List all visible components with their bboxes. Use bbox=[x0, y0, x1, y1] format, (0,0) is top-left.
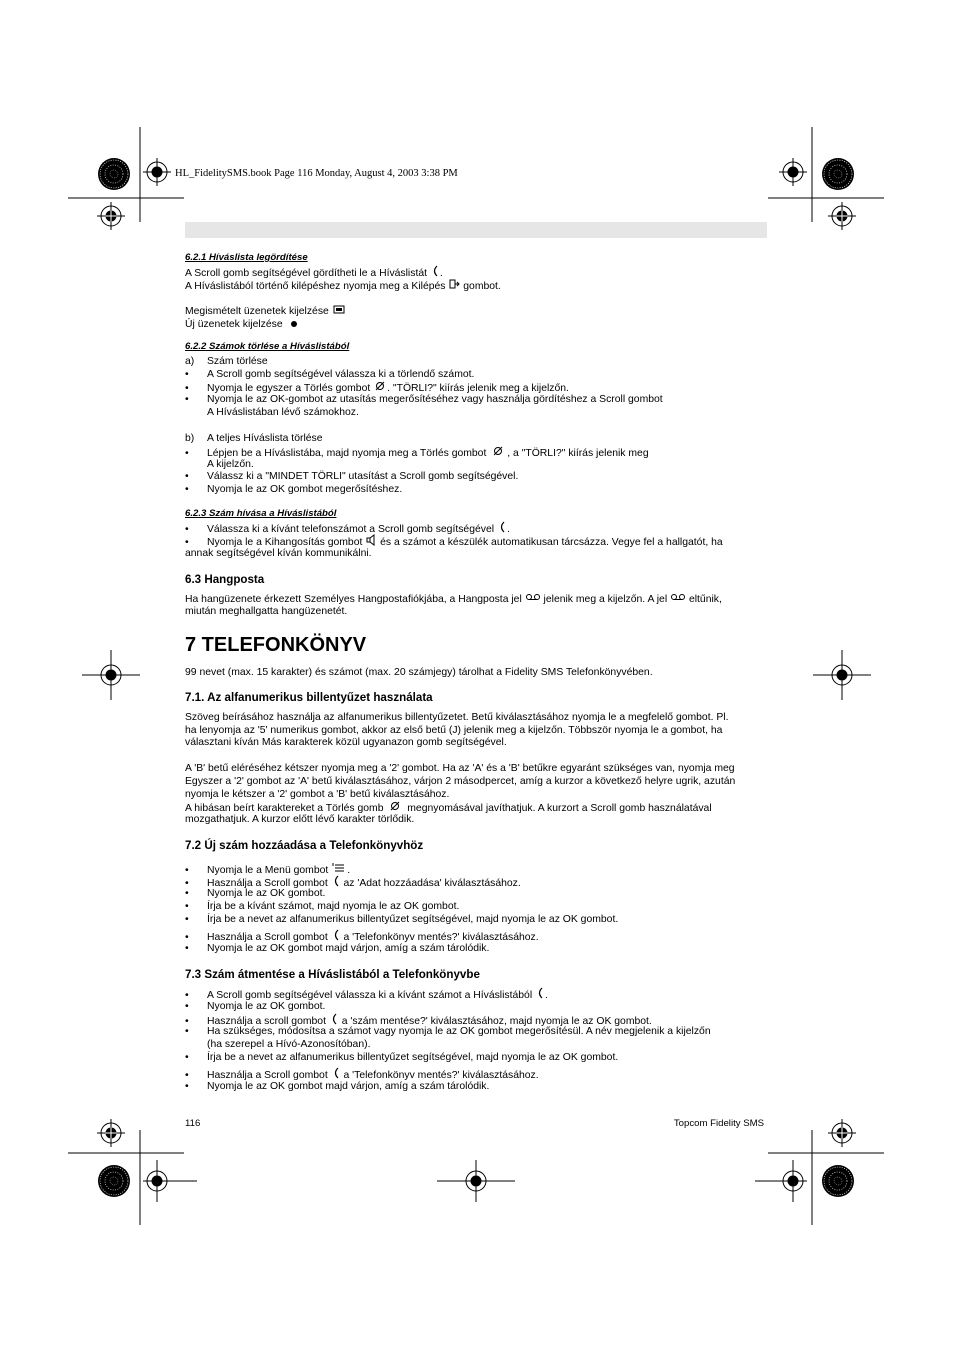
voicemail-icon bbox=[670, 592, 686, 606]
sec622-b: b) A teljes Híváslista törlése bbox=[185, 433, 323, 444]
list-item-continued: (ha szerepel a Hívó-Azonosítóban). bbox=[207, 1039, 371, 1050]
repeat-message-icon bbox=[332, 303, 346, 319]
list-item: • Nyomja le a Menü gombot . bbox=[185, 862, 350, 878]
section-6-2-1-title: 6.2.1 Híváslista legördítése bbox=[185, 252, 308, 263]
paragraph-line: A hibásan beírt karaktereket a Törlés gomb megnyomásával javíthatjuk. A kurzort a Scroll gomb használatával bbox=[185, 800, 712, 816]
sec621-line1: A Scroll gomb segítségével gördítheti le a Híváslistát . bbox=[185, 265, 443, 281]
list-item: • Használja a Scroll gombot az 'Adat hozzáadása' kiválasztásához. bbox=[185, 875, 521, 891]
list-item: • Lépjen be a Híváslistába, majd nyomja meg a Törlés gombot , a "TÖRLI?" kiírás jelenik meg bbox=[185, 445, 649, 461]
list-item-continued: annak segítségével kíván kommunikálni. bbox=[185, 548, 372, 559]
page-number: 116 bbox=[185, 1118, 201, 1129]
list-item: • Használja a Scroll gombot a 'Telefonkönyv mentés?' kiválasztásához. bbox=[185, 929, 539, 945]
list-item: • Írja be a nevet az alfanumerikus billentyűzet segítségével, majd nyomja le az OK gombot. bbox=[185, 1052, 619, 1063]
list-item: • Használja a Scroll gombot a 'Telefonkönyv mentés?' kiválasztásához. bbox=[185, 1067, 539, 1083]
paragraph-line: nyomja le kétszer a '2' gombot a 'B' betű kiválasztásához. bbox=[185, 789, 450, 800]
list-item: • Válassza ki a kívánt telefonszámot a Scroll gomb segítségével . bbox=[185, 521, 510, 537]
header-band bbox=[185, 222, 767, 238]
list-item: • Nyomja le az OK gombot megerősítéshez. bbox=[185, 484, 403, 495]
sec621-repeat: Megismételt üzenetek kijelzése bbox=[185, 303, 346, 319]
new-message-dot-icon bbox=[286, 316, 300, 332]
sec63-p2: miután meghallgatta hangüzenetét. bbox=[185, 606, 348, 617]
footer-product: Topcom Fidelity SMS bbox=[673, 1118, 764, 1129]
list-item: • Használja a scroll gombot a 'szám mentése?' kiválasztásához, majd nyomja le az OK gombot. bbox=[185, 1013, 652, 1029]
paragraph-line: Szöveg beírásához használja az alfanumerikus billentyűzetet. Betű kiválasztásához nyomja le a megfelelő gombot. Pl. bbox=[185, 712, 729, 723]
paragraph-line: Egyszer a '2' gombot az 'A' betű kiválasztásához, várjon 2 másodpercet, amíg a kurzor a következő helyre ugrik, azután bbox=[185, 776, 736, 787]
scroll-icon bbox=[535, 987, 545, 1003]
sec621-line2: A Híváslistából történő kilépéshez nyomja meg a Kilépés gombot. bbox=[185, 278, 501, 294]
list-item-continued: A Híváslistában lévő számokhoz. bbox=[207, 407, 359, 418]
paragraph-line: A 'B' betű eléréséhez kétszer nyomja meg a '2' gombot. Ha az 'A' és a 'B' betűkre egyaránt szükséges van, nyomja meg bbox=[185, 763, 735, 774]
paragraph-line: mozgathatjuk. A kurzor előtt lévő karakter törlődik. bbox=[185, 814, 415, 825]
list-item: • Írja be a kívánt számot, majd nyomja le az OK gombot. bbox=[185, 901, 460, 912]
section-6-2-2-title: 6.2.2 Számok törlése a Híváslistából bbox=[185, 341, 350, 352]
list-item: • Nyomja le az OK gombot majd várjon, amíg a szám tárolódik. bbox=[185, 1081, 490, 1092]
list-item: • Nyomja le az OK gombot. bbox=[185, 888, 326, 899]
list-item: • Nyomja le az OK gombot majd várjon, amíg a szám tárolódik. bbox=[185, 943, 490, 954]
section-6-2-3-title: 6.2.3 Szám hívása a Híváslistából bbox=[185, 508, 337, 519]
list-item: • Nyomja le a Kihangosítás gombot és a számot a készülék automatikusan tárcsázza. Vegye fel a hallgatót, ha bbox=[185, 534, 723, 550]
list-item: • Nyomja le az OK gombot. bbox=[185, 1001, 326, 1012]
list-item: • A Scroll gomb segítségével válassza ki a kívánt számot a Híváslistából . bbox=[185, 987, 548, 1003]
list-item: • Írja be a nevet az alfanumerikus billentyűzet segítségével, majd nyomja le az OK gombot. bbox=[185, 914, 619, 925]
chapter-7-title: 7 TELEFONKÖNYV bbox=[185, 634, 367, 656]
list-item: • A Scroll gomb segítségével válassza ki a törlendő számot. bbox=[185, 369, 475, 380]
section-6-3-title: 6.3 Hangposta bbox=[185, 573, 265, 586]
chapter-7-intro: 99 nevet (max. 15 karakter) és számot (max. 20 számjegy) tárolhat a Fidelity SMS Telefonkönyvében. bbox=[185, 667, 653, 678]
list-item-continued: A kijelzőn. bbox=[207, 459, 254, 470]
list-item: • Nyomja le az OK-gombot az utasítás megerősítéséhez vagy használja gördítéshez a Scroll gombot bbox=[185, 394, 663, 405]
sec621-new: Új üzenetek kijelzése bbox=[185, 316, 300, 332]
list-item: • Nyomja le egyszer a Törlés gombot . "TÖRLI?" kiírás jelenik meg a kijelzőn. bbox=[185, 380, 569, 396]
exit-icon bbox=[448, 278, 460, 294]
section-7-3-title: 7.3 Szám átmentése a Híváslistából a Telefonkönyvbe bbox=[185, 968, 480, 981]
paragraph-line: választani kíván Más karakterek közül ugyanazon gomb segítségével. bbox=[185, 737, 507, 748]
scroll-icon bbox=[331, 875, 341, 891]
book-header: HL_FidelitySMS.book Page 116 Monday, August 4, 2003 3:38 PM bbox=[175, 168, 458, 179]
section-7-2-title: 7.2 Új szám hozzáadása a Telefonkönyvhöz bbox=[185, 839, 424, 852]
section-7-1-title: 7.1. Az alfanumerikus billentyűzet használata bbox=[185, 691, 433, 704]
voicemail-icon bbox=[525, 592, 541, 606]
list-item: • Ha szükséges, módosítsa a számot vagy nyomja le az OK gombot megerősítésül. A név megjelenik a kijelzőn bbox=[185, 1026, 711, 1037]
sec622-a: a) Szám törlése bbox=[185, 356, 268, 367]
paragraph-line: ha lenyomja az '5' numerikus gombot, akkor az első betű (J) jelenik meg a kijelzőn. Többször nyomja le a gombot, ha bbox=[185, 725, 723, 736]
sec63-p1: Ha hangüzenete érkezett Személyes Hangpostafiókjába, a Hangposta jel jelenik meg a kijelzőn. A jel eltűnik, bbox=[185, 593, 722, 605]
delete-icon bbox=[489, 445, 507, 461]
list-item: • Válassz ki a "MINDET TÖRLI" utasítást a Scroll gomb segítségével. bbox=[185, 471, 519, 482]
